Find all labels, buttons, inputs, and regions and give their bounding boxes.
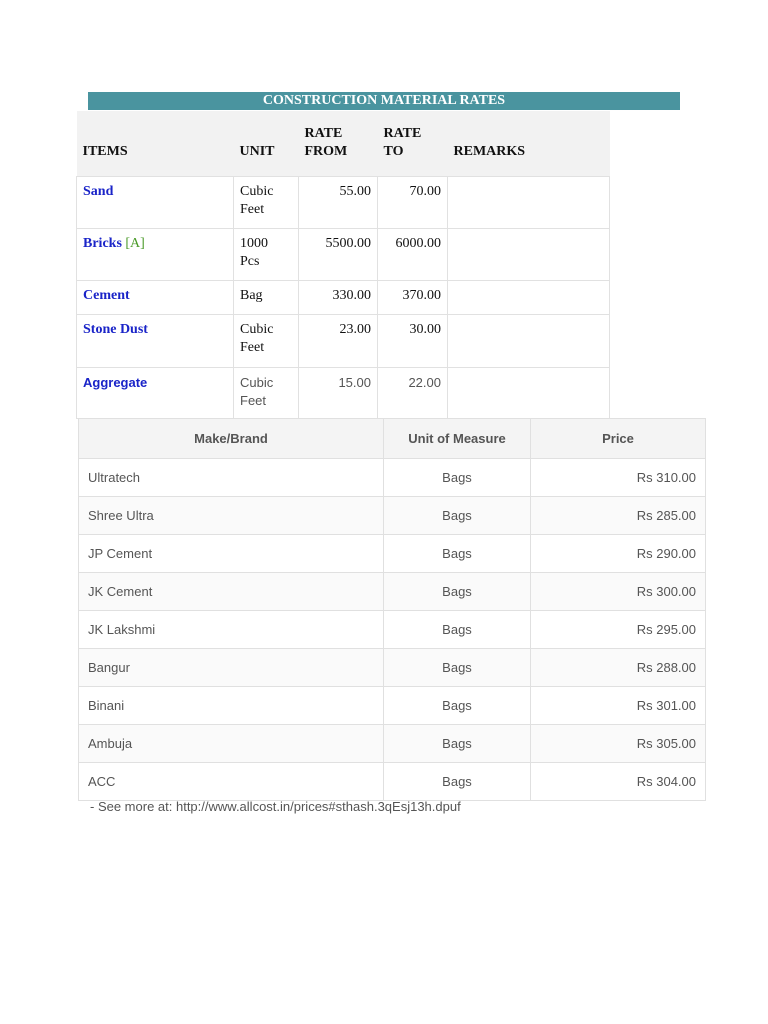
header-remarks: REMARKS [448, 111, 610, 177]
item-link-bricks[interactable]: Bricks [83, 236, 122, 251]
brand-cell: Shree Ultra [79, 497, 384, 535]
uom-cell: Bags [384, 687, 531, 725]
price-cell: Rs 305.00 [531, 725, 706, 763]
header-unit: UNIT [234, 111, 299, 177]
uom-cell: Bags [384, 459, 531, 497]
unit-line1: Cubic [240, 375, 274, 390]
header-make-brand: Make/Brand [79, 419, 384, 459]
item-link-cement[interactable]: Cement [83, 288, 130, 303]
unit-line1: 1000 [240, 236, 268, 251]
rate-to-cell: 70.00 [378, 177, 448, 229]
rate-from-cell: 330.00 [299, 281, 378, 315]
table-row [79, 573, 706, 611]
rate-to-cell: 22.00 [378, 368, 448, 419]
uom-cell: Bags [384, 573, 531, 611]
table-row [77, 368, 610, 419]
rate-to-cell: 6000.00 [378, 229, 448, 281]
header-unit-of-measure: Unit of Measure [384, 419, 531, 459]
unit-line2: Pcs [240, 254, 260, 269]
cement-brand-prices-table [78, 418, 706, 801]
unit-line1: Cubic [240, 184, 274, 199]
header-rate-from-line1: RATE [304, 126, 343, 141]
rate-from-cell: 55.00 [299, 177, 378, 229]
brand-cell: JK Cement [79, 573, 384, 611]
price-cell: Rs 301.00 [531, 687, 706, 725]
header-rate-from-line2: FROM [304, 144, 348, 159]
price-cell: Rs 310.00 [531, 459, 706, 497]
brand-cell: Bangur [79, 649, 384, 687]
brand-cell: Ultratech [79, 459, 384, 497]
item-cell [77, 177, 234, 229]
brand-cell: Ambuja [79, 725, 384, 763]
table-row [79, 763, 706, 801]
price-cell: Rs 288.00 [531, 649, 706, 687]
brand-cell: ACC [79, 763, 384, 801]
brand-cell: JP Cement [79, 535, 384, 573]
table-row [79, 649, 706, 687]
header-items: ITEMS [77, 111, 234, 177]
table-row [79, 725, 706, 763]
header-rate-to-line1: RATE [383, 126, 422, 141]
remarks-cell [448, 281, 610, 315]
price-cell: Rs 304.00 [531, 763, 706, 801]
item-cell [77, 368, 234, 419]
header-rate-to-line2: TO [383, 144, 404, 159]
table-row [79, 535, 706, 573]
price-cell: Rs 285.00 [531, 497, 706, 535]
item-tag-link[interactable]: [A] [125, 236, 145, 251]
table-row [77, 177, 610, 229]
item-cell [77, 281, 234, 315]
table-row [77, 315, 610, 368]
item-cell [77, 315, 234, 368]
uom-cell: Bags [384, 725, 531, 763]
unit-cell [234, 368, 299, 419]
remarks-cell [448, 177, 610, 229]
uom-cell: Bags [384, 497, 531, 535]
rate-from-cell: 5500.00 [299, 229, 378, 281]
remarks-cell [448, 229, 610, 281]
uom-cell: Bags [384, 611, 531, 649]
unit-cell [234, 177, 299, 229]
table-row [79, 459, 706, 497]
uom-cell: Bags [384, 763, 531, 801]
remarks-cell [448, 315, 610, 368]
brand-cell: Binani [79, 687, 384, 725]
item-link-aggregate[interactable]: Aggregate [83, 375, 148, 390]
material-rates-table [76, 111, 610, 419]
price-cell: Rs 290.00 [531, 535, 706, 573]
table-header-row [79, 419, 706, 459]
remarks-cell [448, 368, 610, 419]
header-price: Price [531, 419, 706, 459]
table-row [77, 281, 610, 315]
uom-cell: Bags [384, 649, 531, 687]
rate-from-cell: 23.00 [299, 315, 378, 368]
unit-line1: Cubic [240, 322, 274, 337]
table-row [79, 611, 706, 649]
table-row [77, 229, 610, 281]
uom-cell: Bags [384, 535, 531, 573]
brand-cell: JK Lakshmi [79, 611, 384, 649]
unit-cell: Bag [234, 281, 299, 315]
rate-to-cell: 30.00 [378, 315, 448, 368]
table-header-row [77, 111, 610, 177]
table-row [79, 687, 706, 725]
page-title: CONSTRUCTION MATERIAL RATES [88, 92, 680, 110]
item-cell [77, 229, 234, 281]
header-rate-to [378, 111, 448, 177]
rate-from-cell: 15.00 [299, 368, 378, 419]
table-row [79, 497, 706, 535]
rate-to-cell: 370.00 [378, 281, 448, 315]
unit-line2: Feet [240, 340, 265, 355]
source-link[interactable]: - See more at: http://www.allcost.in/prices#sthash.3qEsj13h.dpuf [90, 799, 461, 814]
header-rate-from [299, 111, 378, 177]
unit-cell [234, 229, 299, 281]
unit-line2: Feet [240, 202, 265, 217]
unit-cell [234, 315, 299, 368]
price-cell: Rs 295.00 [531, 611, 706, 649]
unit-line2: Feet [240, 393, 267, 408]
item-link-sand[interactable]: Sand [83, 184, 114, 199]
item-link-stone-dust[interactable]: Stone Dust [83, 322, 148, 337]
price-cell: Rs 300.00 [531, 573, 706, 611]
